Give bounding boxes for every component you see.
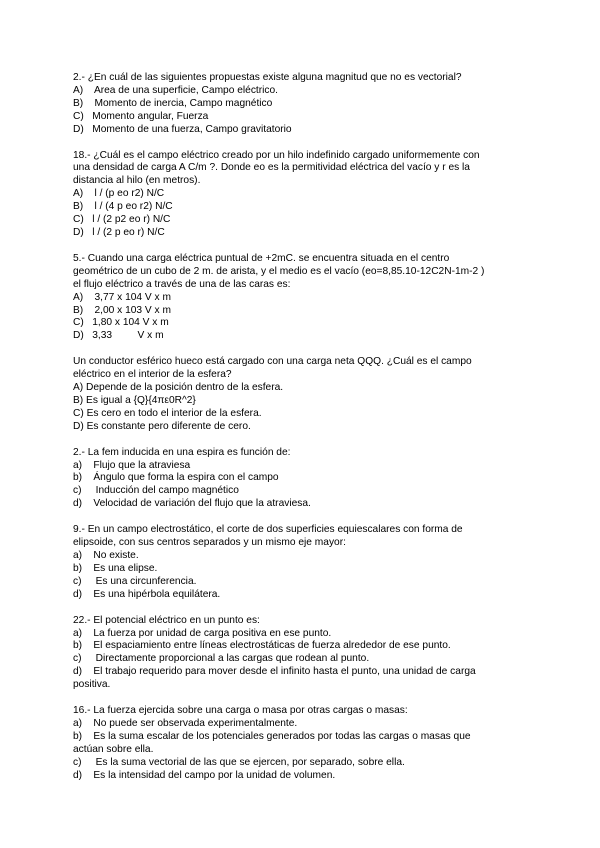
question-block [73, 253, 533, 343]
question-line: el flujo eléctrico a través de una de las caras es: [73, 278, 291, 290]
question-line: B) l / (4 p eo r2) N/C [73, 201, 173, 213]
question-block [73, 705, 533, 782]
question-block [73, 72, 533, 137]
question-line: D) 3,33 V x m [73, 330, 164, 342]
question-line: B) Momento de inercia, Campo magnético [73, 97, 273, 109]
question-line: C) 1,80 x 104 V x m [73, 317, 169, 329]
question-line: distancia al hilo (en metros). [73, 175, 201, 187]
question-line: geométrico de un cubo de 2 m. de arista, y el medio es el vacío (eo=8,85.10-12C2N-1m-2 ) [73, 265, 485, 277]
question-text: 5.- Cuando una carga eléctrica puntual de +2mC. se encuentra situada en el centro [73, 252, 450, 264]
question-text: 16.- La fuerza ejercida sobre una carga o masa por otras cargas o masas: [73, 705, 408, 717]
question-line: B) Es igual a {Q}{4πε0R^2} [73, 394, 196, 406]
question-line: d) El trabajo requerido para mover desde el infinito hasta el punto, una unidad de carga [73, 666, 476, 678]
question-line: eléctrico en el interior de la esfera? [73, 369, 232, 381]
question-line: C) Momento angular, Fuerza [73, 110, 209, 122]
question-text: 9.- En un campo electrostático, el corte de dos superficies equiescalares con forma de [73, 524, 463, 536]
question-line: a) No puede ser observada experimentalmente. [73, 717, 298, 729]
question-line: b) El espaciamiento entre líneas electrostáticas de fuerza alrededor de ese punto. [73, 640, 451, 652]
question-line: a) Flujo que la atraviesa [73, 459, 191, 471]
question-line: b) Es la suma escalar de los potenciales generados por todas las cargas o masas que [73, 730, 471, 742]
question-block [73, 150, 533, 240]
question-line: d) Velocidad de variación del flujo que la atraviesa. [73, 498, 311, 510]
question-line: d) Es una hipérbola equilátera. [73, 588, 221, 600]
question-line: B) 2,00 x 103 V x m [73, 304, 171, 316]
question-text: Un conductor esférico hueco está cargado con una carga neta QQQ. ¿Cuál es el campo [73, 356, 472, 368]
question-line: D) Momento de una fuerza, Campo gravitatorio [73, 123, 292, 135]
question-line: c) Es la suma vectorial de las que se ejercen, por separado, sobre ella. [73, 756, 405, 768]
question-line: C) Es cero en todo el interior de la esfera. [73, 407, 262, 419]
question-line: b) Es una elipse. [73, 562, 158, 574]
question-line: d) Es la intensidad del campo por la unidad de volumen. [73, 769, 336, 781]
question-block [73, 447, 533, 512]
question-line: A) Area de una superficie, Campo eléctrico. [73, 84, 278, 96]
question-line: A) 3,77 x 104 V x m [73, 291, 171, 303]
question-line: D) l / (2 p eo r) N/C [73, 226, 165, 238]
question-text: 18.- ¿Cuál es el campo eléctrico creado por un hilo indefinido cargado uniformemente con [73, 149, 480, 161]
question-line: A) l / (p eo r2) N/C [73, 188, 165, 200]
question-text: 22.- El potencial eléctrico en un punto es: [73, 614, 260, 626]
question-line: A) Depende de la posición dentro de la esfera. [73, 382, 284, 394]
question-text: 2.- La fem inducida en una espira es función de: [73, 446, 291, 458]
question-block [73, 615, 533, 692]
question-line: a) No existe. [73, 550, 139, 561]
question-block [73, 356, 533, 433]
question-line: positiva. [73, 679, 111, 691]
question-line: c) Inducción del campo magnético [73, 485, 239, 497]
question-line: actúan sobre ella. [73, 743, 154, 755]
question-line: D) Es constante pero diferente de cero. [73, 420, 251, 432]
question-line: C) l / (2 p2 eo r) N/C [73, 214, 171, 226]
question-line: a) La fuerza por unidad de carga positiva en ese punto. [73, 627, 332, 639]
question-line: b) Ángulo que forma la espira con el campo [73, 472, 279, 484]
question-text: 2.- ¿En cuál de las siguientes propuestas existe alguna magnitud que no es vectorial? [73, 72, 462, 83]
question-block [73, 524, 533, 601]
question-line: una densidad de carga A C/m ?. Donde eo es la permitividad eléctrica del vacío y r es la [73, 162, 470, 174]
question-line: elipsoide, con sus centros separados y un mismo eje mayor: [73, 537, 346, 549]
question-line: c) Directamente proporcional a las cargas que rodean al punto. [73, 653, 370, 665]
question-list [73, 72, 533, 796]
question-line: c) Es una circunferencia. [73, 575, 197, 587]
